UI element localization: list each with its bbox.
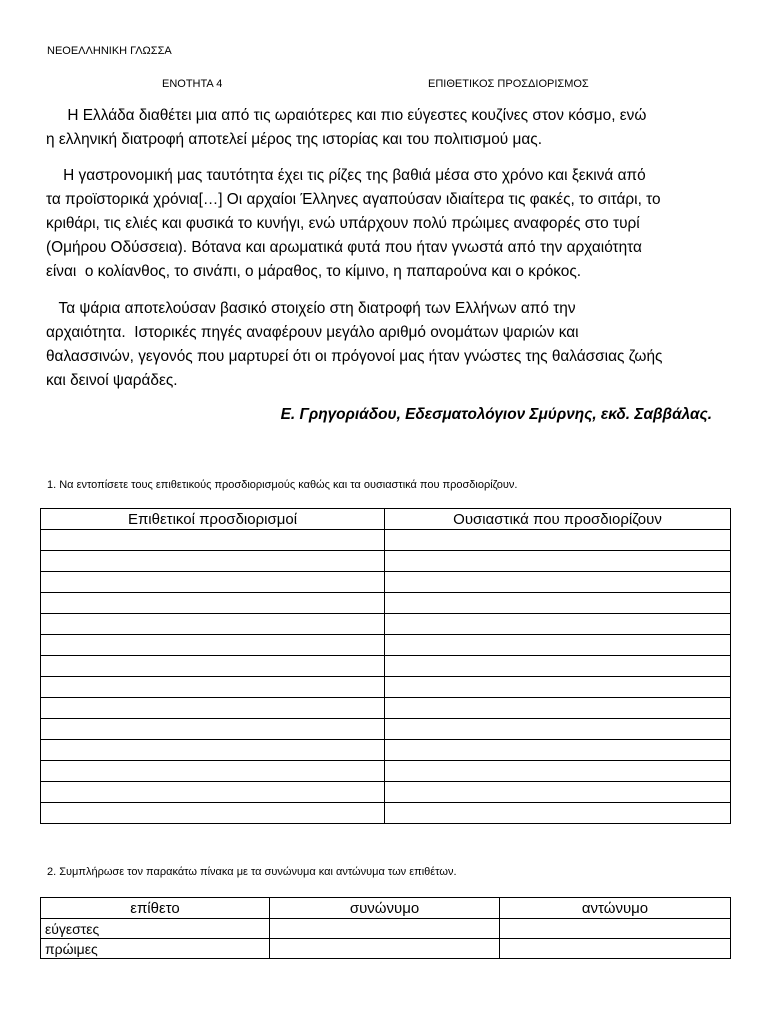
paragraph-line: Η γαστρονομική μας ταυτότητα έχει τις ρίζες της βαθιά μέσα στο χρόνο και ξεκινά από [46,167,646,184]
noun-answer-cell[interactable] [385,593,731,614]
paragraph-line: θαλασσινών, γεγονός που μαρτυρεί ότι οι πρόγονοί μας ήταν γνώστες της θαλάσσιας ζωής [46,348,663,365]
exercise-2-prompt: 2. Συμπλήρωσε τον παρακάτω πίνακα με τα συνώνυμα και αντώνυμα των επιθέτων. [47,866,457,878]
table-row [41,803,731,824]
paragraph-line: η ελληνική διατροφή αποτελεί μέρος της ιστορίας και του πολιτισμού μας. [46,131,542,148]
paragraph-line: (Ομήρου Οδύσσεια). Βότανα και αρωματικά φυτά που ήταν γνωστά από την αρχαιότητα [46,239,642,256]
table-row [41,656,731,677]
adjective-answer-cell[interactable] [41,698,385,719]
adjective-answer-cell[interactable] [41,782,385,803]
paragraph-1 [46,104,726,152]
paragraph-3 [46,297,726,393]
table-row [41,635,731,656]
table-row [41,939,731,959]
adjective-answer-cell[interactable] [41,572,385,593]
table-row [41,614,731,635]
noun-answer-cell[interactable] [385,719,731,740]
column-header: αντώνυμο [500,898,731,919]
adjective-answer-cell[interactable] [41,551,385,572]
table-row [41,761,731,782]
adjective-answer-cell[interactable] [41,677,385,698]
exercise-2-table [40,897,731,959]
table-header-row [41,509,731,530]
topic-heading: ΕΠΙΘΕΤΙΚΟΣ ΠΡΟΣΔΙΟΡΙΣΜΟΣ [428,78,589,90]
exercise-1-prompt: 1. Να εντοπίσετε τους επιθετικούς προσδιορισμούς καθώς και τα ουσιαστικά που προσδιορίζουν. [47,479,518,491]
noun-answer-cell[interactable] [385,635,731,656]
noun-answer-cell[interactable] [385,677,731,698]
table-row [41,919,731,939]
table-row [41,593,731,614]
table-row [41,551,731,572]
table-row [41,719,731,740]
synonym-answer-cell[interactable] [270,919,500,939]
subject-heading: ΝΕΟΕΛΛΗΝΙΚΗ ΓΛΩΣΣΑ [47,45,172,57]
table-row [41,530,731,551]
table-header-row [41,898,731,919]
adjective-answer-cell[interactable] [41,593,385,614]
table-row [41,677,731,698]
exercise-1-table [40,508,731,824]
column-header: Επιθετικοί προσδιορισμοί [41,509,385,530]
paragraph-line: αρχαιότητα. Ιστορικές πηγές αναφέρουν μεγάλο αριθμό ονομάτων ψαριών και [46,324,579,341]
noun-answer-cell[interactable] [385,740,731,761]
antonym-answer-cell[interactable] [500,919,731,939]
adjective-answer-cell[interactable] [41,530,385,551]
table-row [41,698,731,719]
antonym-answer-cell[interactable] [500,939,731,959]
paragraph-line: και δεινοί ψαράδες. [46,372,178,389]
unit-heading: ΕΝΟΤΗΤΑ 4 [162,78,223,90]
adjective-answer-cell[interactable] [41,740,385,761]
column-header: συνώνυμο [270,898,500,919]
adjective-answer-cell[interactable] [41,761,385,782]
noun-answer-cell[interactable] [385,782,731,803]
paragraph-line: Τα ψάρια αποτελούσαν βασικό στοιχείο στη διατροφή των Ελλήνων από την [46,300,576,317]
noun-answer-cell[interactable] [385,698,731,719]
column-header: Ουσιαστικά που προσδιορίζουν [385,509,731,530]
noun-answer-cell[interactable] [385,656,731,677]
table-row [41,572,731,593]
noun-answer-cell[interactable] [385,572,731,593]
noun-answer-cell[interactable] [385,530,731,551]
column-header: επίθετο [41,898,270,919]
noun-answer-cell[interactable] [385,614,731,635]
noun-answer-cell[interactable] [385,551,731,572]
noun-answer-cell[interactable] [385,761,731,782]
paragraph-line: Η Ελλάδα διαθέτει μια από τις ωραιότερες και πιο εύγεστες κουζίνες στον κόσμο, ενώ [46,107,647,124]
adjective-cell: εύγεστες [41,919,270,939]
noun-answer-cell[interactable] [385,803,731,824]
adjective-answer-cell[interactable] [41,719,385,740]
adjective-answer-cell[interactable] [41,803,385,824]
source-citation: Ε. Γρηγοριάδου, Εδεσματολόγιον Σμύρνης, εκδ. Σαββάλας. [280,406,712,423]
adjective-answer-cell[interactable] [41,614,385,635]
table-row [41,740,731,761]
paragraph-2 [46,164,726,284]
paragraph-line: τα προϊστορικά χρόνια[…] Οι αρχαίοι Έλληνες αγαπούσαν ιδιαίτερα τις φακές, το σιτάρι, το [46,191,661,208]
synonym-answer-cell[interactable] [270,939,500,959]
table-row [41,782,731,803]
paragraph-line: είναι ο κολίανθος, το σινάπι, ο μάραθος, το κίμινο, η παπαρούνα και ο κρόκος. [46,263,582,280]
adjective-answer-cell[interactable] [41,656,385,677]
adjective-answer-cell[interactable] [41,635,385,656]
paragraph-line: κριθάρι, τις ελιές και φυσικά το κυνήγι, ενώ υπάρχουν πολύ πρώιμες αναφορές στο τυρί [46,215,640,232]
adjective-cell: πρώιμες [41,939,270,959]
